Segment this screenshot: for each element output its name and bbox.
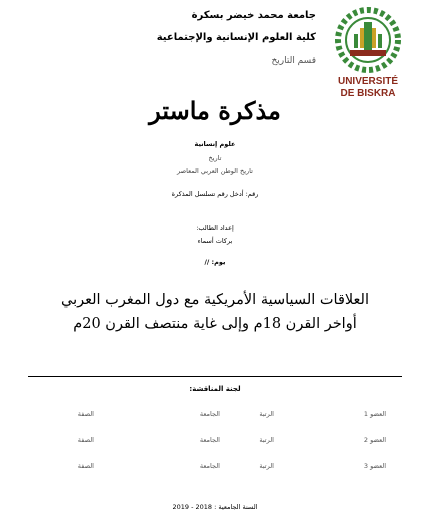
divider	[28, 376, 402, 377]
field-specialty: تاريخ الوطن العربي المعاصر	[177, 167, 253, 175]
field-date: يوم: //	[204, 258, 226, 266]
committee-row	[58, 410, 386, 420]
document-title: مذكرة ماستر	[149, 96, 281, 125]
department-name: قسم التاريخ	[271, 56, 316, 66]
committee-role: الصفة	[77, 410, 94, 418]
committee-rank: الرتبة	[259, 462, 274, 470]
committee-member: العضو 2	[363, 436, 386, 444]
field-domain: علوم إنسانية	[194, 140, 236, 148]
logo-text-line1: UNIVERSITÉ	[337, 76, 399, 87]
field-prepared-by: إعداد الطالب:	[196, 224, 234, 232]
faculty-name: كلية العلوم الإنسانية والإجتماعية	[156, 32, 316, 43]
thesis-title-line1: العلاقات السياسية الأمريكية مع دول المغرب العربي	[61, 292, 369, 308]
committee-role: الصفة	[77, 462, 94, 470]
thesis-title-line2: أواخر القرن 18م وإلى غاية منتصف القرن 20م	[73, 316, 357, 332]
university-logo	[324, 6, 412, 104]
committee-rank: الرتبة	[259, 410, 274, 418]
committee-row	[58, 462, 386, 472]
committee-role: الصفة	[77, 436, 94, 444]
committee-university: الجامعة	[199, 410, 220, 418]
committee-university: الجامعة	[199, 462, 220, 470]
university-name: جامعة محمد خيضر بسكرة	[191, 10, 316, 21]
committee-rank: الرتبة	[259, 436, 274, 444]
academic-year: السنة الجامعية : 2018 - 2019	[172, 503, 258, 511]
logo-text-line2: DE BISKRA	[340, 88, 396, 99]
field-serial[interactable]: رقم: أدخل رقم تسلسل المذكرة	[171, 190, 259, 198]
committee-member: العضو 1	[363, 410, 386, 418]
field-student-name: بركات أسماء	[197, 237, 233, 245]
committee-university: الجامعة	[199, 436, 220, 444]
field-branch: تاريخ	[208, 154, 222, 162]
committee-row	[58, 436, 386, 446]
committee-title: لجنة المناقشة:	[189, 385, 241, 393]
committee-member: العضو 3	[363, 462, 386, 470]
